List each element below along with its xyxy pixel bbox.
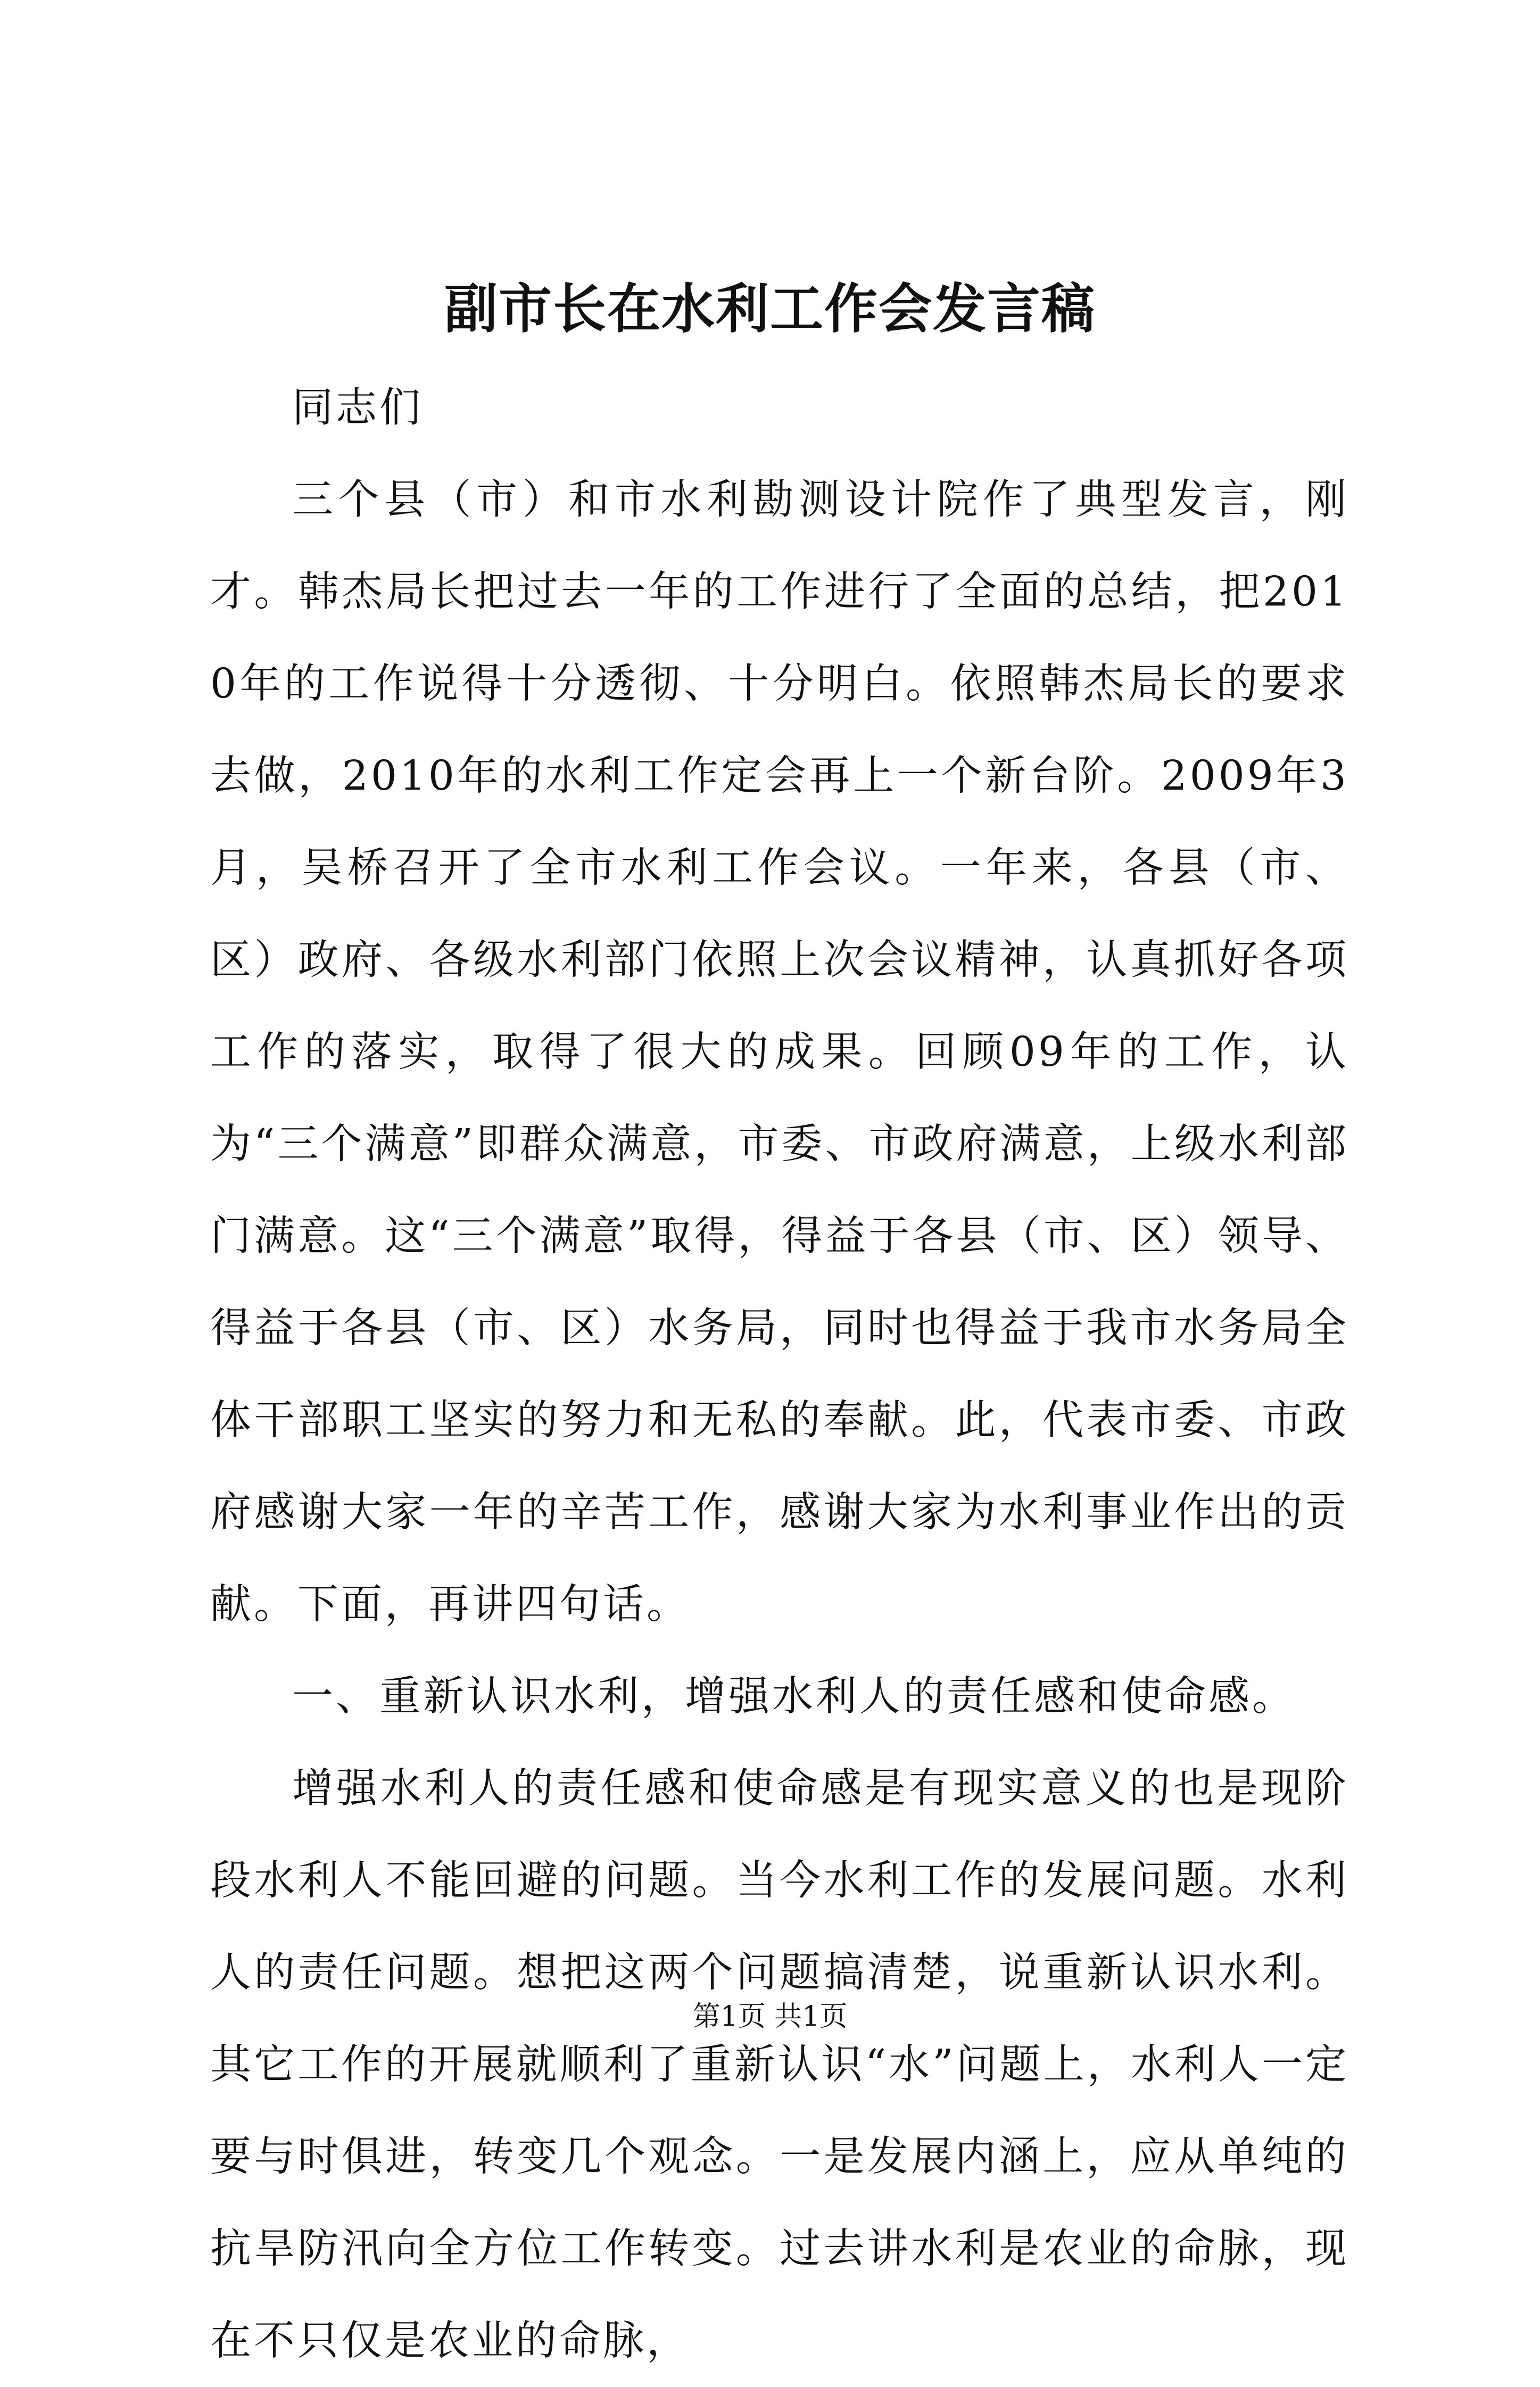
section-heading-paragraph: 一、重新认识水利，增强水利人的责任感和使命感。 [292, 1673, 1296, 1720]
document-title: 副市长在水利工作会发言稿 [444, 277, 1096, 340]
body-paragraph: 三个县（市）和市水利勘测设计院作了典型发言，刚才。韩杰局长把过去一年的工作进行了全面的总结，把2010年的工作说得十分透彻、十分明白。依照韩杰局长的要求去做，2010年的水利工作定会再上一个新台阶。2009年3月，吴桥召开了全市水利工作会议。一年来，各县（市、区）政府、各级水利部门依照上次会议精神，认真抓好各项工作的落实，取得了很大的成果。回顾09年的工作，认为“三个满意”即群众满意，市委、市政府满意，上级水利部门满意。这“三个满意”取得，得益于各县（市、区）领导、得益于各县（市、区）水务局，同时也得益于我市水务局全体干部职工坚实的努力和无私的奉献。此，代表市委、市政府感谢大家一年的辛苦工作，感谢大家为水利事业作出的贡献。下面，再讲四句话。 [210, 476, 1349, 1628]
body-paragraph: 增强水利人的责任感和使命感是有现实意义的也是现阶段水利人不能回避的问题。当今水利工作的发展问题。水利人的责任问题。想把这两个问题搞清楚，说重新认识水利。其它工作的开展就顺利了重新认识“水”问题上，水利人一定要与时俱进，转变几个观念。一是发展内涵上，应从单纯的抗旱防汛向全方位工作转变。过去讲水利是农业的命脉，现在不只仅是农业的命脉， [210, 1765, 1349, 2365]
document-body [210, 362, 1349, 2387]
page-number-footer: 第1页 共1页 [692, 2001, 848, 2033]
salutation-paragraph: 同志们 [292, 384, 423, 432]
